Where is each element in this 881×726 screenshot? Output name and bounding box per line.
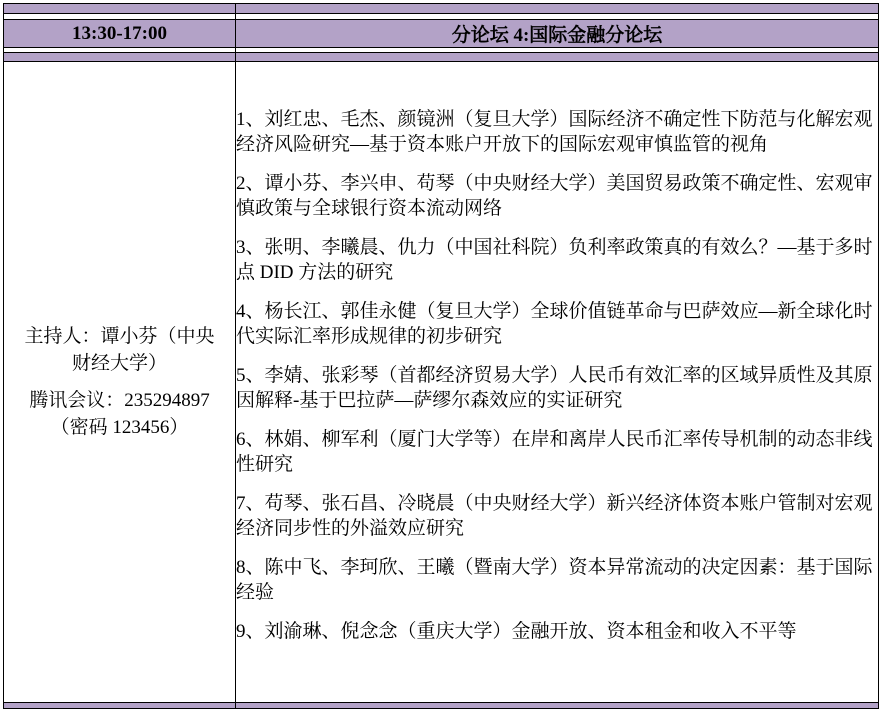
header-bottom-band: [4, 53, 879, 62]
session-title: 分论坛 4:国际金融分论坛: [236, 20, 879, 48]
talk-item: 9、刘渝琳、倪念念（重庆大学）金融开放、资本租金和收入不平等: [236, 620, 797, 642]
forum-schedule-table: [3, 3, 879, 709]
header-top-band: [4, 4, 879, 14]
footer-band: [4, 703, 879, 709]
meeting-password-line: （密码 123456）: [50, 417, 189, 438]
session-time: 13:30-17:00: [4, 20, 236, 48]
talk-item: 4、杨长江、郭佳永健（复旦大学）全球价值链革命与巴萨效应—新全球化时代实际汇率形成规律的初步研究: [236, 300, 873, 347]
host-line-1: 主持人：谭小芬（中央: [24, 326, 215, 347]
talk-item: 7、苟琴、张石昌、冷晓晨（中央财经大学）新兴经济体资本账户管制对宏观经济同步性的外溢效应研究: [236, 492, 873, 539]
host-line-2: 财经大学）: [71, 353, 167, 374]
talk-item: 2、谭小芬、李兴申、苟琴（中央财经大学）美国贸易政策不确定性、宏观审慎政策与全球银行资本流动网络: [236, 172, 873, 219]
talk-item: 6、林娟、柳军利（厦门大学等）在岸和离岸人民币汇率传导机制的动态非线性研究: [236, 428, 873, 475]
talks-cell: [236, 62, 879, 703]
talk-item: 3、张明、李曦晨、仇力（中国社科院）负利率政策真的有效么？—基于多时点 DID 方法的研究: [236, 236, 873, 283]
session-body-row: [4, 62, 879, 703]
talk-item: 5、李婧、张彩琴（首都经济贸易大学）人民币有效汇率的区域异质性及其原因解释-基于巴拉萨—萨缪尔森效应的实证研究: [236, 364, 873, 411]
host-cell: [4, 62, 236, 703]
talk-item: 8、陈中飞、李珂欣、王曦（暨南大学）资本异常流动的决定因素：基于国际经验: [236, 556, 873, 603]
talk-item: 1、刘红忠、毛杰、颜镜洲（复旦大学）国际经济不确定性下防范与化解宏观经济风险研究—基于资本账户开放下的国际宏观审慎监管的视角: [236, 108, 873, 155]
session-header-row: [4, 20, 879, 48]
meeting-id-line: 腾讯会议：235294897: [29, 390, 210, 411]
